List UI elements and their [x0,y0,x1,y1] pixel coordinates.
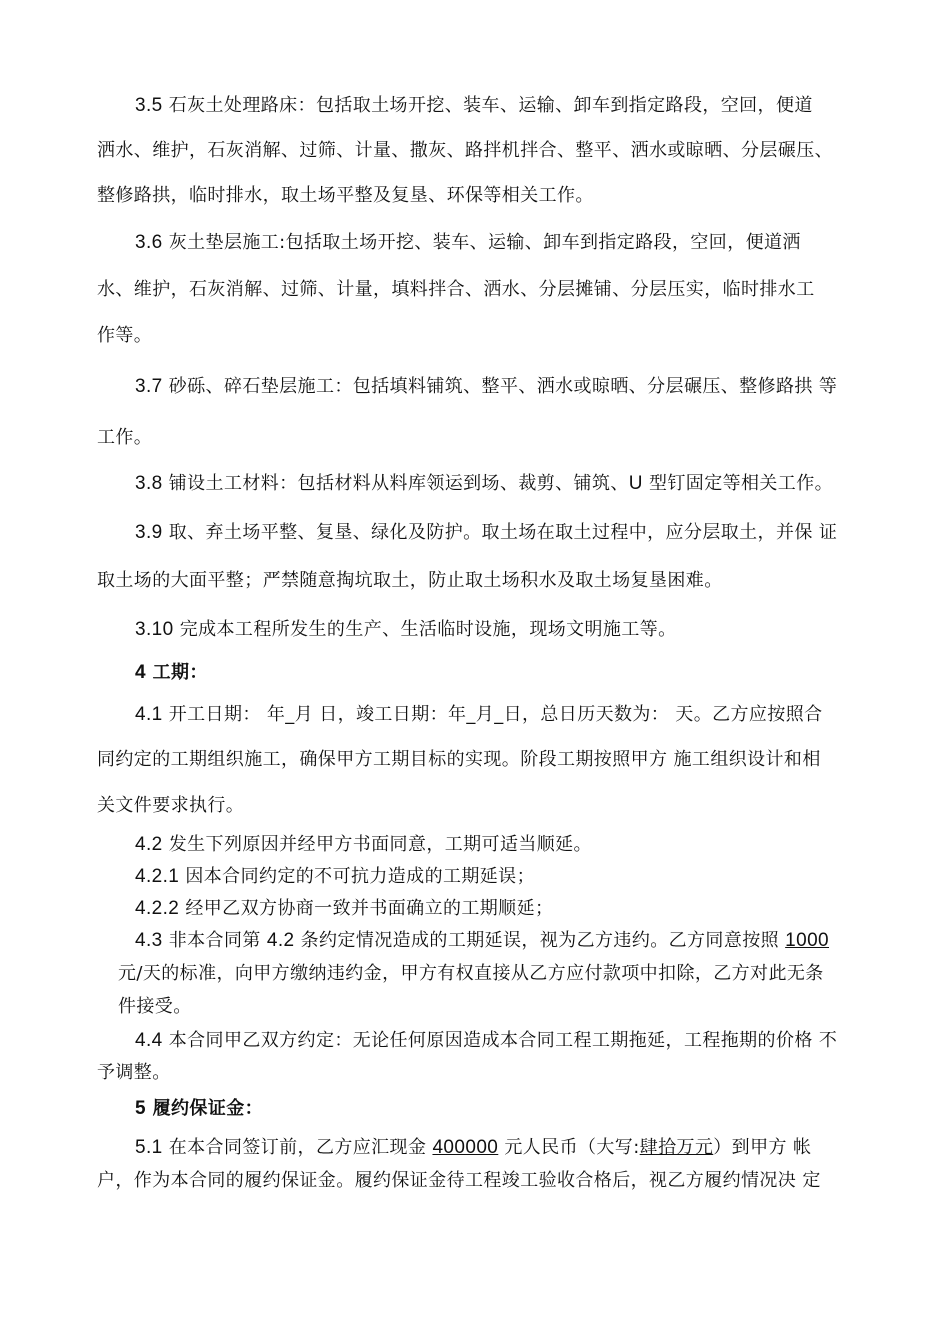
clause-4-4 [135,1029,837,1053]
clause-text: 洒水、维护，石灰消解、过筛、计量、撒灰、路拌机拌合、整平、洒水或晾晒、分层碾压、 [97,140,833,161]
clause-number: 3.10 [135,619,174,640]
clause-3-6 [135,231,801,255]
section-5-heading [135,1097,263,1121]
clause-text: 砂砾、碎石垫层施工：包括填料铺筑、整平、洒水或晾晒、分层碾压、整修路拱 等 [162,376,838,397]
clause-text: 因本合同约定的不可抗力造成的工期延误； [179,866,535,887]
clause-4-2 [135,833,592,857]
clause-text: 元/天的标准，向甲方缴纳违约金，甲方有权直接从乙方应付款项中扣除，乙方对此无条 [118,963,824,984]
clause-number: 4.1 [135,704,163,725]
section-number: 5 [135,1098,146,1119]
text-line [97,278,815,302]
clause-text: 工作。 [97,427,153,448]
text-line [118,995,192,1019]
clause-number: 3.6 [135,232,163,253]
deposit-amount-words: 肆拾万元 [639,1137,714,1158]
clause-4-2-1 [135,865,535,889]
clause-text: 关文件要求执行。 [97,795,245,816]
clause-number: 3.7 [135,376,163,397]
clause-3-9 [135,521,837,545]
clause-4-1 [135,703,823,727]
u-letter: U [628,473,643,494]
section-title: 工期： [145,662,208,683]
clause-3-7 [135,375,837,399]
clause-number: 4.2.1 [135,866,180,887]
clause-reference: 4.2 [266,930,295,951]
clause-3-10 [135,618,677,642]
clause-3-8 [135,472,833,496]
text-line [97,184,594,208]
penalty-amount: 1000 [785,930,830,951]
clause-text: 在本合同签订前，乙方应汇现金 [162,1137,433,1158]
clause-number: 3.9 [135,522,163,543]
clause-text: 灰土垫层施工:包括取土场开挖、装车、运输、卸车到指定路段，空回，便道洒 [162,232,801,253]
clause-number: 4.2.2 [135,898,180,919]
clause-text: 同约定的工期组织施工，确保甲方工期目标的实现。阶段工期按照甲方 施工组织设计和相 [97,749,821,770]
clause-number: 3.5 [135,95,163,116]
text-line [97,139,833,163]
clause-text: 件接受。 [118,996,192,1017]
clause-text: 元人民币（大写: [498,1137,640,1158]
text-line [97,569,723,593]
clause-text: 发生下列原因并经甲方书面同意，工期可适当顺延。 [162,834,592,855]
deposit-amount: 400000 [432,1137,499,1158]
clause-text: 作等。 [97,325,153,346]
clause-text: 石灰土处理路床：包括取土场开挖、装车、运输、卸车到指定路段，空回，便道 [162,95,813,116]
clause-text: 本合同甲乙双方约定：无论任何原因造成本合同工程工期拖延，工程拖期的价格 不 [162,1030,838,1051]
clause-text: 取土场的大面平整；严禁随意掏坑取土，防止取土场积水及取土场复垦困难。 [97,570,723,591]
clause-text: 型钉固定等相关工作。 [642,473,833,494]
clause-number: 3.8 [135,473,163,494]
clause-text: 水、维护，石灰消解、过筛、计量，填料拌合、洒水、分层摊铺、分层压实，临时排水工 [97,279,815,300]
clause-4-2-2 [135,897,553,921]
clause-text: 非本合同第 [162,930,267,951]
text-line [97,426,152,450]
clause-text: 取、弃土场平整、复垦、绿化及防护。取土场在取土过程中，应分层取土，并保 证 [162,522,838,543]
clause-text: 户，作为本合同的履约保证金。履约保证金待工程竣工验收合格后，视乙方履约情况决 定 [97,1170,821,1191]
text-line [97,1061,171,1085]
clause-text: 铺设土工材料：包括材料从料库领运到场、裁剪、铺筑、 [162,473,629,494]
clause-text: 经甲乙双方协商一致并书面确立的工期顺延； [179,898,554,919]
text-line [97,324,152,348]
text-line [97,1169,821,1193]
section-4-heading [135,661,208,685]
clause-text: ）到甲方 帐 [713,1137,812,1158]
clause-text: 开工日期： 年_月 日，竣工日期：年_月_日，总日历天数为： 天。乙方应按照合 [162,704,823,725]
clause-number: 4.4 [135,1030,163,1051]
section-title: 履约保证金： [145,1098,264,1119]
text-line [97,794,244,818]
clause-4-3 [135,929,829,953]
clause-text: 整修路拱，临时排水，取土场平整及复垦、环保等相关工作。 [97,185,594,206]
section-number: 4 [135,662,146,683]
text-line [118,962,824,986]
clause-3-5 [135,94,813,118]
clause-number: 5.1 [135,1137,163,1158]
clause-text: 予调整。 [97,1062,171,1083]
text-line [97,748,821,772]
clause-text: 条约定情况造成的工期延误，视为乙方违约。乙方同意按照 [294,930,786,951]
clause-5-1 [135,1136,811,1160]
clause-number: 4.2 [135,834,163,855]
clause-number: 4.3 [135,930,163,951]
clause-text: 完成本工程所发生的生产、生活临时设施，现场文明施工等。 [173,619,677,640]
